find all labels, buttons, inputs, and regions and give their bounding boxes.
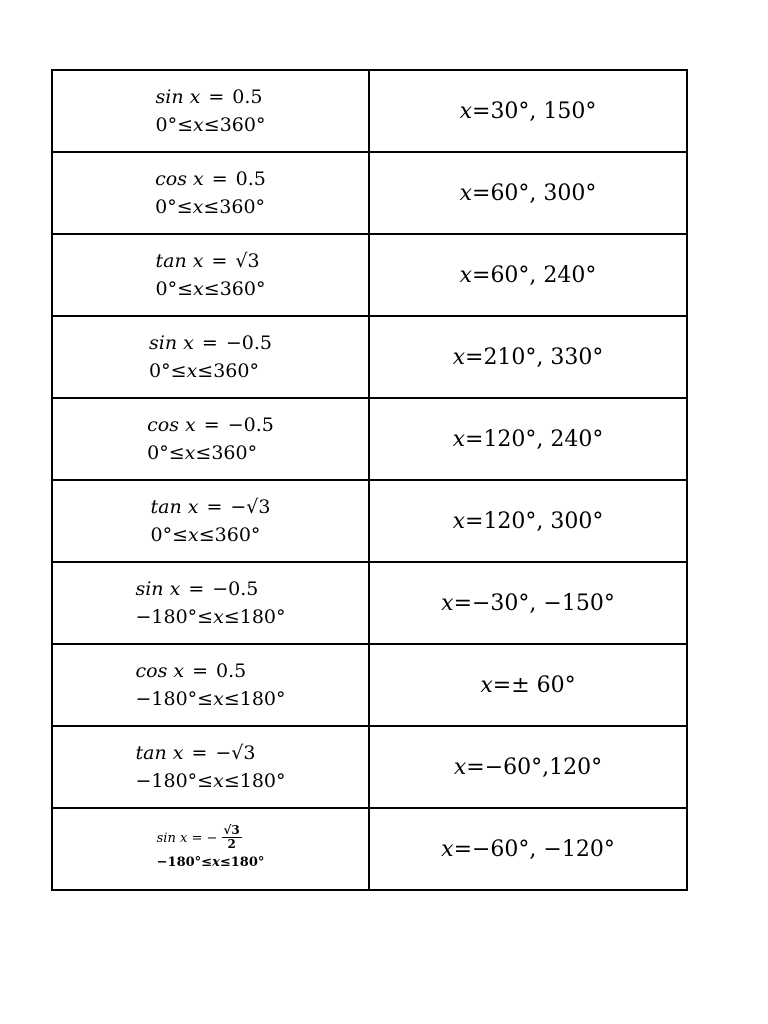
le-sign: ≤ (223, 688, 240, 710)
question (156, 247, 266, 304)
range-line (135, 603, 285, 632)
answer-variable: x (452, 508, 465, 534)
question (155, 165, 266, 222)
answer (454, 755, 602, 780)
range-variable: x (213, 606, 224, 628)
equation-line (156, 83, 266, 112)
answer (453, 345, 604, 370)
answer-variable: x (452, 426, 465, 452)
variable: x (172, 741, 184, 764)
equals-sign: = (206, 495, 223, 518)
answer-variable: x (480, 672, 493, 698)
range-lower: −180° (135, 606, 198, 628)
trig-function: sin (155, 85, 184, 108)
equals-sign: = (201, 331, 218, 354)
range-upper: 360° (213, 360, 259, 382)
table-row (52, 70, 687, 152)
equation-line (147, 411, 274, 440)
equation-line (155, 165, 266, 194)
equals-sign: = (188, 577, 205, 600)
trig-function: tan (155, 249, 187, 272)
range-variable: x (184, 442, 196, 464)
question (150, 493, 270, 550)
equals-sign: = (203, 413, 220, 436)
answer-values: 60°, 240° (490, 262, 597, 288)
answer-equals: = (472, 262, 491, 288)
answer-equals: = (465, 344, 484, 370)
table-row (52, 316, 687, 398)
range-upper: 360° (211, 442, 258, 464)
trig-function: sin (149, 331, 178, 354)
range-line (155, 193, 266, 222)
range-variable: x (186, 360, 198, 382)
question (135, 739, 285, 796)
question (156, 83, 266, 140)
variable: x (179, 830, 188, 846)
trig-function: tan (150, 495, 182, 518)
trig-function: cos (135, 659, 168, 682)
answer (441, 837, 615, 862)
answer (480, 673, 575, 698)
range-lower: 0° (149, 360, 171, 382)
question (157, 824, 265, 875)
table-row (52, 152, 687, 234)
equation-value: −√3 (230, 495, 271, 518)
table-row (52, 726, 687, 808)
question-cell (52, 398, 369, 480)
variable: x (173, 659, 185, 682)
le-sign: ≤ (201, 855, 213, 871)
equation-value: −0.5 (227, 413, 274, 436)
equation-line (135, 575, 285, 604)
answer-values: −60°, −120° (472, 836, 615, 862)
range-line (156, 111, 266, 140)
fraction (222, 824, 242, 853)
equation-line (156, 247, 266, 276)
answer-equals: = (492, 672, 512, 698)
answer-cell (369, 398, 687, 480)
le-sign: ≤ (197, 606, 214, 628)
range-variable: x (193, 278, 204, 300)
range-line (135, 767, 285, 796)
answer-cell (369, 234, 687, 316)
equals-sign: = (211, 249, 228, 272)
equals-sign: = (191, 741, 208, 764)
equation-line (135, 657, 285, 686)
answer-equals: = (453, 836, 472, 862)
answer-values: 120°, 240° (483, 426, 604, 452)
le-sign: ≤ (168, 442, 185, 464)
question-cell (52, 808, 369, 890)
answer-equals: = (465, 508, 484, 534)
answer-equals: = (472, 98, 491, 124)
answer-equals: = (472, 180, 491, 206)
answer-variable: x (459, 180, 472, 206)
le-sign: ≤ (203, 278, 220, 300)
variable: x (187, 495, 199, 518)
answer-cell (369, 808, 687, 890)
question (135, 575, 285, 632)
trig-function: sin (156, 830, 176, 846)
answer-variable: x (441, 836, 454, 862)
le-sign: ≤ (197, 688, 214, 710)
trig-function: cos (155, 167, 187, 190)
range-line (156, 275, 266, 304)
equals-sign: = (192, 659, 209, 682)
le-sign: ≤ (195, 442, 212, 464)
le-sign: ≤ (177, 278, 194, 300)
answer-variable: x (459, 98, 472, 124)
answer-values: −30°, −150° (472, 590, 615, 616)
answer-cell (369, 70, 687, 152)
le-sign: ≤ (223, 606, 240, 628)
range-lower: −180° (135, 688, 198, 710)
table-row (52, 562, 687, 644)
answer-variable: x (459, 262, 472, 288)
answer-values: 210°, 330° (483, 344, 604, 370)
question (135, 657, 285, 714)
answer-equals: = (453, 590, 472, 616)
equation-value: 0.5 (216, 659, 247, 682)
le-sign: ≤ (176, 196, 193, 218)
range-upper: 360° (214, 524, 261, 546)
equation-value: √3 (235, 249, 260, 272)
equation-line (157, 824, 265, 853)
variable: x (185, 413, 196, 436)
answer-cell (369, 480, 687, 562)
answer-equals: = (466, 754, 485, 780)
le-sign: ≤ (203, 196, 220, 218)
answer (460, 181, 597, 206)
question (149, 329, 272, 386)
table-row (52, 398, 687, 480)
le-sign: ≤ (172, 524, 188, 546)
equation-line (150, 493, 270, 522)
answer (460, 263, 597, 288)
answer-cell (369, 644, 687, 726)
le-sign: ≤ (203, 114, 220, 136)
equals-sign: = (208, 85, 225, 108)
fraction-denominator: 2 (227, 837, 236, 852)
answer (453, 509, 604, 534)
table-row (52, 808, 687, 890)
equation-value: −0.5 (212, 577, 259, 600)
answer-variable: x (453, 754, 467, 780)
question-cell (52, 562, 369, 644)
le-sign: ≤ (198, 524, 215, 546)
variable: x (169, 577, 181, 600)
answer-values: 60°, 300° (490, 180, 597, 206)
range-line (149, 357, 272, 386)
answer-values: −60°,120° (484, 754, 603, 780)
range-line (157, 852, 265, 874)
equation-line (149, 329, 272, 358)
variable: x (192, 249, 204, 272)
range-line (135, 685, 285, 714)
range-lower: −180° (156, 855, 202, 871)
le-sign: ≤ (177, 114, 194, 136)
equals-sign: = (211, 167, 228, 190)
range-lower: 0° (155, 114, 178, 136)
range-upper: 180° (239, 606, 286, 628)
le-sign: ≤ (170, 360, 187, 382)
equation-value: 0.5 (232, 85, 263, 108)
table-body (52, 70, 687, 890)
table-row (52, 234, 687, 316)
question (147, 411, 274, 468)
range-line (150, 521, 270, 550)
variable: x (183, 331, 194, 354)
range-upper: 360° (219, 114, 266, 136)
range-upper: 180° (239, 688, 286, 710)
range-lower: 0° (155, 196, 177, 218)
trig-function: sin (135, 577, 164, 600)
range-lower: 0° (147, 442, 169, 464)
equation-line (135, 739, 285, 768)
range-lower: −180° (135, 770, 198, 792)
variable: x (193, 167, 204, 190)
range-variable: x (212, 855, 220, 871)
table-row (52, 644, 687, 726)
fraction-numerator: √3 (223, 822, 240, 837)
range-variable: x (213, 770, 224, 792)
trig-function: tan (135, 741, 167, 764)
range-variable: x (193, 114, 204, 136)
equation-value: −√3 (215, 741, 256, 764)
answer-values: 30°, 150° (490, 98, 597, 124)
le-sign: ≤ (197, 770, 214, 792)
equals-sign: = − (191, 830, 218, 846)
question-cell (52, 316, 369, 398)
range-variable: x (213, 688, 224, 710)
variable: x (189, 85, 201, 108)
question-cell (52, 70, 369, 152)
equation-value: −0.5 (225, 331, 272, 354)
table-row (52, 480, 687, 562)
answer-cell (369, 562, 687, 644)
answer-variable: x (441, 590, 454, 616)
answer-variable: x (452, 344, 465, 370)
range-upper: 180° (239, 770, 286, 792)
range-variable: x (192, 196, 204, 218)
answer (441, 591, 615, 616)
range-upper: 360° (219, 278, 266, 300)
le-sign: ≤ (197, 360, 214, 382)
le-sign: ≤ (223, 770, 240, 792)
question-cell (52, 644, 369, 726)
answer (460, 99, 597, 124)
answer-cell (369, 726, 687, 808)
question-cell (52, 480, 369, 562)
answer (453, 427, 604, 452)
answer-cell (369, 152, 687, 234)
answer-cell (369, 316, 687, 398)
trig-equations-table (51, 69, 688, 891)
range-line (147, 439, 274, 468)
range-lower: 0° (155, 278, 178, 300)
range-variable: x (188, 524, 199, 546)
question-cell (52, 234, 369, 316)
answer-values: ± 60° (511, 672, 576, 698)
le-sign: ≤ (219, 855, 231, 871)
answer-equals: = (465, 426, 484, 452)
range-upper: 180° (230, 855, 265, 871)
equation-value: 0.5 (235, 167, 266, 190)
range-upper: 360° (219, 196, 266, 218)
question-cell (52, 726, 369, 808)
range-lower: 0° (150, 524, 173, 546)
answer-values: 120°, 300° (483, 508, 604, 534)
question-cell (52, 152, 369, 234)
trig-function: cos (147, 413, 179, 436)
